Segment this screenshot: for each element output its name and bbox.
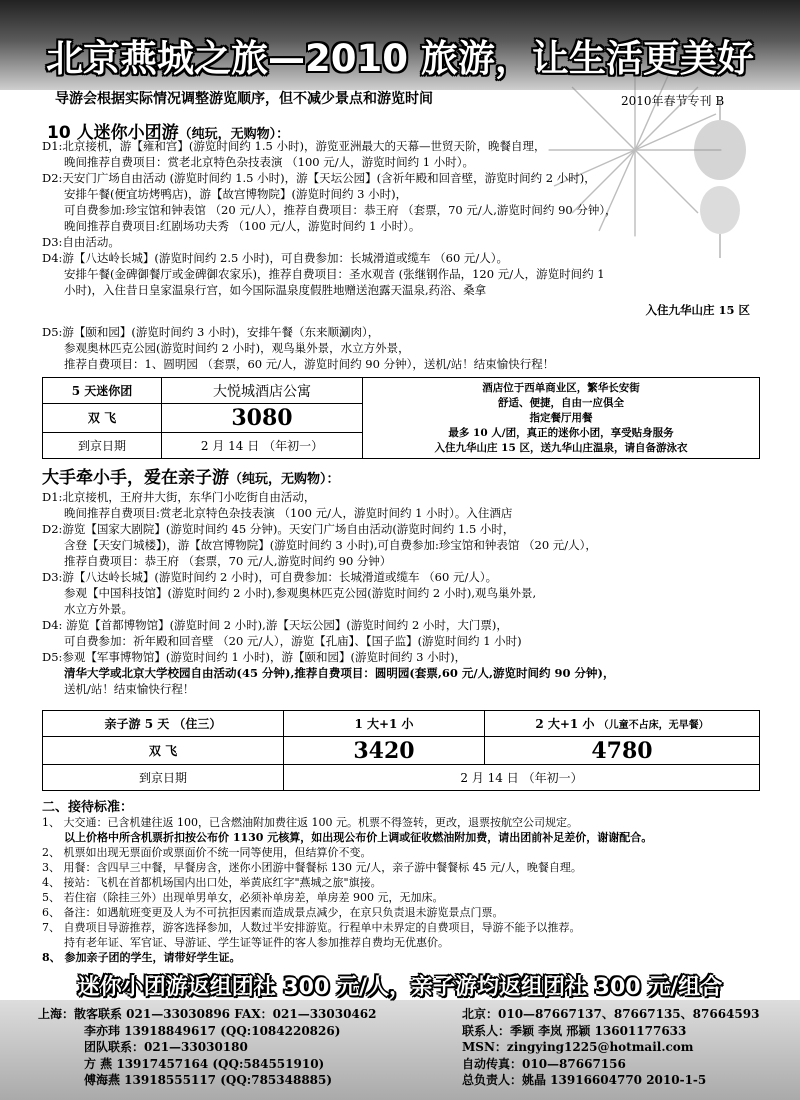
t1-date: 2 月 14 日 （年初一） xyxy=(162,432,363,458)
t2-date-label: 到京日期 xyxy=(43,765,284,791)
tour2-price-table xyxy=(42,710,760,791)
tour1-heading: 10 人迷你小团游（纯玩，无购物）： xyxy=(47,123,290,143)
t1-notes: 酒店位于西单商业区，繁华长安街 舒适、便捷，自由一应俱全 指定餐厅用餐 最多 10 人/团，真正的迷你小团，享受贴身服务 入住九华山庄 15 区，送九华山庄温泉，请自备游泳衣 xyxy=(363,378,760,459)
tour2-heading: 大手牵小手，爱在亲子游（纯玩，无购物）： xyxy=(42,468,340,488)
t2-col1: 1 大+1 小 xyxy=(284,711,485,737)
t1-hotel: 大悦城酒店公寓 xyxy=(162,378,363,404)
footer-beijing-contacts: 北京：010—87667137、87667135、87664593 联系人：季颖 李岚 邢颖 13601177633 MSN：zingying1225@hotmail.com 自动传真：010—87667156 总负责人：姚晶 13916604770 2010-1-5 xyxy=(462,1007,760,1087)
t1-date-label: 到京日期 xyxy=(43,432,162,458)
issue-label: 2010年春节专刊 B xyxy=(621,94,725,108)
tour1-itinerary: D1:北京接机，游【雍和宫】(游览时间约 1.5 小时)，游览亚洲最大的天幕—世贸天阶，晚餐自理， 晚间推荐自费项目：赏老北京特色杂技表演 （100 元/人，游览时间约 1 小时）。 D2:天安门广场自由活动 (游览时间约 1.5 小时)，游【天坛公园】(含祈年殿和回音壁，游览时间约 2 小时)， 安排午餐(便宜坊烤鸭店)，游【故宫博物院】(游览时间约 3 小时)， 可自费参加:珍宝馆和钟表馆 （20 元/人），推荐自费项目：恭王府 （套票，70 元/人,游览时间约 90 分钟）， 晚间推荐自费项目:红剧场功夫秀 （100 元/人，游览时间约 1 小时）。 D3:自由活动。 D4:游【八达岭长城】(游览时间约 2.5 小时)，可自费参加：长城滑道或缆车 （60 元/人）。 安排午餐(金碑御餐厅或金碑御农家乐)，推荐自费项目：圣水观音 (张继钢作品，120 元/人，游览时间约 1 小时)，入住昔日皇家温泉行宫，如今国际温泉度假胜地赠送泡露天温泉,药浴、桑拿 入住九华山庄 15 区 D5:游【颐和园】(游览时间约 3 小时)，安排午餐（东来顺涮肉）， 参观奥林匹克公园(游览时间约 2 小时)，观鸟巢外景，水立方外景， 推荐自费项目：1、圆明园 （套票，60 元/人，游览时间约 90 分钟），送机/站！结束愉快行程！ xyxy=(42,139,750,371)
t2-price1: 3420 xyxy=(284,737,485,765)
t2-label: 亲子游 5 天 （住三） xyxy=(43,711,284,737)
tour1-price-table xyxy=(42,377,760,459)
tour2-itinerary: D1:北京接机，王府井大街，东华门小吃街自由活动， 晚间推荐自费项目:赏老北京特色杂技表演 （100 元/人，游览时间约 1 小时）。入住酒店 D2:游览【国家大剧院】(游览时间约 45 分钟)。天安门广场自由活动(游览时间约 1.5 小时， 含登【天安门城楼】)，游【故宫博物院】(游览时间约 3 小时),可自费参加:珍宝馆和钟表馆 （20 元/人）， 推荐自费项目：恭王府 （套票，70 元/人,游览时间约 90 分钟） D3:游【八达岭长城】(游览时间约 2 小时)，可自费参加：长城滑道或缆车 （60 元/人）。 参观【中国科技馆】(游览时间约 2 小时),参观奥林匹克公园(游览时间约 2 小时),观鸟巢外景, 水立方外景。 D4: 游览【首都博物馆】(游览时间 2 小时),游【天坛公园】(游览时间约 2 小时，大门票)， 可自费参加：祈年殿和回音壁 （20 元/人），游览【孔庙】、【国子监】(游览时间约 1 小时) D5:参观【军事博物馆】(游览时间约 1 小时)，游【颐和园】(游览时间约 3 小时)， 清华大学或北京大学校园自由活动(45 分钟),推荐自费项目：圆明园(套票,60 元/人,游览时间约 90 分钟)， 送机/站！结束愉快行程！ xyxy=(42,490,615,696)
page-title: 北京燕城之旅—2010 旅游，让生活更美好 xyxy=(46,37,754,80)
t1-price: 3080 xyxy=(162,404,363,432)
rebate-banner: 迷你小团游返组团社 300 元/人，亲子游均返组团社 300 元/组合 xyxy=(77,975,723,1000)
page-subtitle: 导游会根据实际情况调整游览顺序，但不减少景点和游览时间 xyxy=(55,91,433,107)
t2-date: 2 月 14 日 （年初一） xyxy=(284,765,760,791)
t1-label: 5 天迷你团 xyxy=(43,378,162,404)
t1-fly: 双 飞 xyxy=(43,404,162,432)
t2-price2: 4780 xyxy=(485,737,760,765)
footer-shanghai-contacts: 上海：散客联系 021—33030896 FAX：021—33030462 李亦玮 13918849617 (QQ:1084220826) 团队联系：021—33030180 方 燕 13917457164 (QQ:584551910) 傅海燕 13918555117 (QQ:785348885) xyxy=(38,1007,377,1087)
t2-fly: 双 飞 xyxy=(43,737,284,765)
t2-col2: 2 大+1 小 （儿童不占床，无早餐） xyxy=(485,711,760,737)
reception-standards: 二、接待标准： 1、 大交通：已含机建往返 100，已含燃油附加费往返 100 元。机票不得签转，更改，退票按航空公司规定。 以上价格中所含机票折扣按公布价 1130 元核算，如出现公布价上调或征收燃油附加费，请出团前补足差价，谢谢配合。 2、 机票如出现无票面价或票面价不统一同等使用，但结算价不变。 3、 用餐：含四早三中餐，早餐房含，迷你小团游中餐餐标 130 元/人，亲子游中餐餐标 45 元/人，晚餐自理。 4、 接站：飞机在首都机场国内出口处，举黄底红字"燕城之旅"旗接。 5、 若住宿（除挂三外）出现单男单女，必须补单房差，单房差 900 元，无加床。 6、 备注：如遇航班变更及人为不可抗拒因素而造成景点减少，在京只负责退未游览景点门票。 7、 自费项目导游推荐，游客选择参加，人数过半安排游览。行程单中未界定的自费项目，导游不能予以推荐。 持有老年证、军官证、导游证、学生证等证件的客人参加推荐自费均无优惠价。 8、 参加亲子团的学生，请带好学生证。 xyxy=(42,800,653,964)
